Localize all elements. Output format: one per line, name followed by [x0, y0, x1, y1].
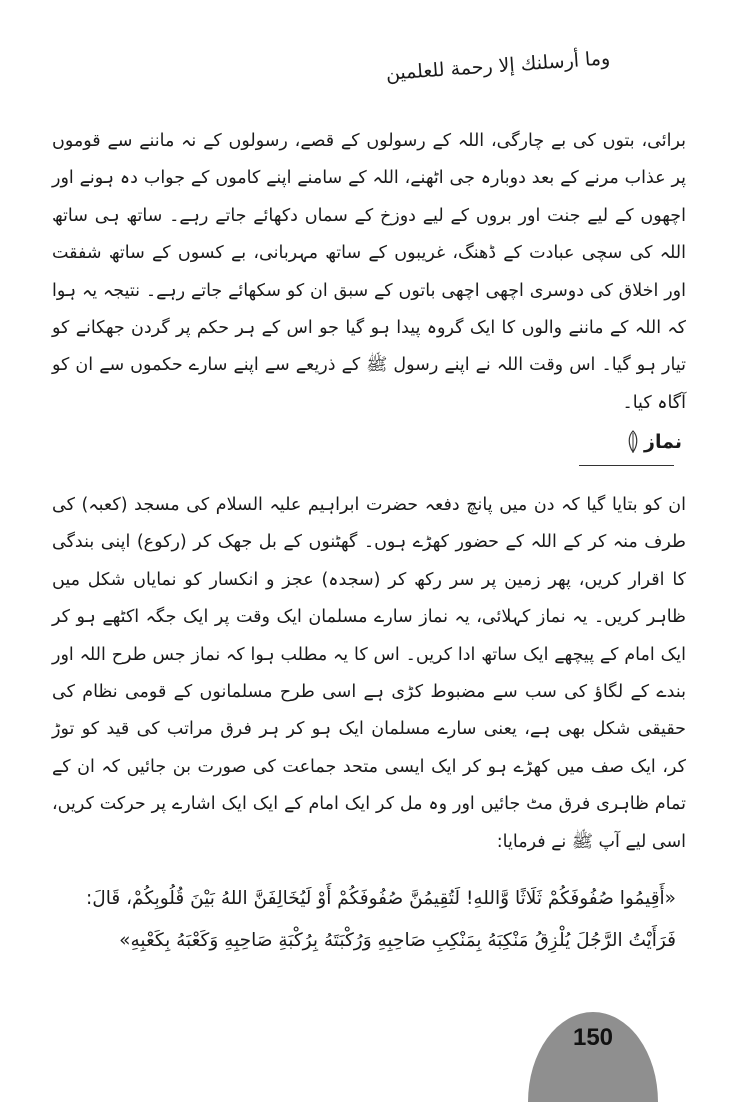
section-heading — [626, 430, 682, 454]
leaf-ornament-icon — [626, 430, 640, 454]
hadith-quote: «أَقِيمُوا صُفُوفَكُمْ ثَلَاثًا وَّاللهِ! لَتُقِيمُنَّ صُفُوفَكُمْ أَوْ لَيُخَالِفَنَّ اللهُ بَيْنَ قُلُوبِكُمْ، قَالَ: فَرَأَيْتُ الرَّجُلَ يُلْزِقُ مَنْكِبَهُ بِمَنْكِبِ صَاحِبِهِ وَرُكْبَتَهُ بِرُكْبَةِ صَاحِبِهِ وَكَعْبَهُ بِكَعْبِهِ» — [86, 888, 676, 951]
section-heading-text: نماز — [644, 431, 682, 453]
page-number-badge — [528, 1012, 658, 1102]
paragraph-1: برائی، بتوں کی بے چارگی، اللہ کے رسولوں کے قصے، رسولوں کے نہ ماننے سے قوموں پر عذاب مرنے کے بعد دوبارہ جی اٹھنے، اللہ کے سامنے اپنے کاموں کے جواب دہ ہونے اور اچھوں کے لیے جنت اور بروں کے لیے دوزخ کے سماں دکھائے جاتے رہے۔ ساتھ ہی ساتھ اللہ کی سچی عبادت کے ڈھنگ، غریبوں کے ساتھ مہربانی، بے کسوں کے ساتھ شفقت اور اخلاق کی دوسری اچھی اچھی باتوں کے سبق ان کو سکھائے جاتے رہے۔ نتیجہ یہ ہوا کہ اللہ کے ماننے والوں کا ایک گروہ پیدا ہو گیا جو اس کے ہر حکم پر گردن جھکانے کو تیار ہو گیا۔ اس وقت اللہ نے اپنے رسول ﷺ کے ذریعے سے اپنے سارے حکموں سے ان کو آگاہ کیا۔ — [52, 131, 686, 413]
page-number: 150 — [572, 1024, 614, 1051]
paragraph-2: ان کو بتایا گیا کہ دن میں پانچ دفعہ حضرت ابراہیم علیہ السلام کی مسجد (کعبہ) کی طرف منہ کر کے اللہ کے حضور کھڑے ہوں۔ گھٹنوں کے بل جھک کر (رکوع) اپنی بندگی کا اقرار کریں، پھر زمین پر سر رکھ کر (سجدہ) عجز و انکسار کو نمایاں شکل میں ظاہر کریں۔ یہ نماز کہلائی، یہ نماز سارے مسلمان ایک وقت پر ایک جگہ اکٹھے ہو کر ایک امام کے پیچھے ایک ساتھ ادا کریں۔ اس کا یہ مطلب ہوا کہ نماز جس طرح اللہ اور بندے کے لگاؤ کی سب سے مضبوط کڑی ہے اسی طرح مسلمانوں کے قومی نظام کی حقیقی شکل بھی ہے، یعنی سارے مسلمان ایک ہو کر ہر فرق مراتب کی قید کو توڑ کر، ایک صف میں کھڑے ہو کر ایک ایسی متحد جماعت کی صورت بن جائیں کہ ان کے تمام ظاہری فرق مٹ جائیں اور وہ مل کر ایک امام کے ایک ایک اشارے پر حرکت کریں، اسی لیے آپ ﷺ نے فرمایا: — [52, 495, 686, 852]
heading-underline — [579, 465, 674, 466]
header-motto: وما أرسلنك إلا رحمة للعلمين — [385, 47, 611, 85]
